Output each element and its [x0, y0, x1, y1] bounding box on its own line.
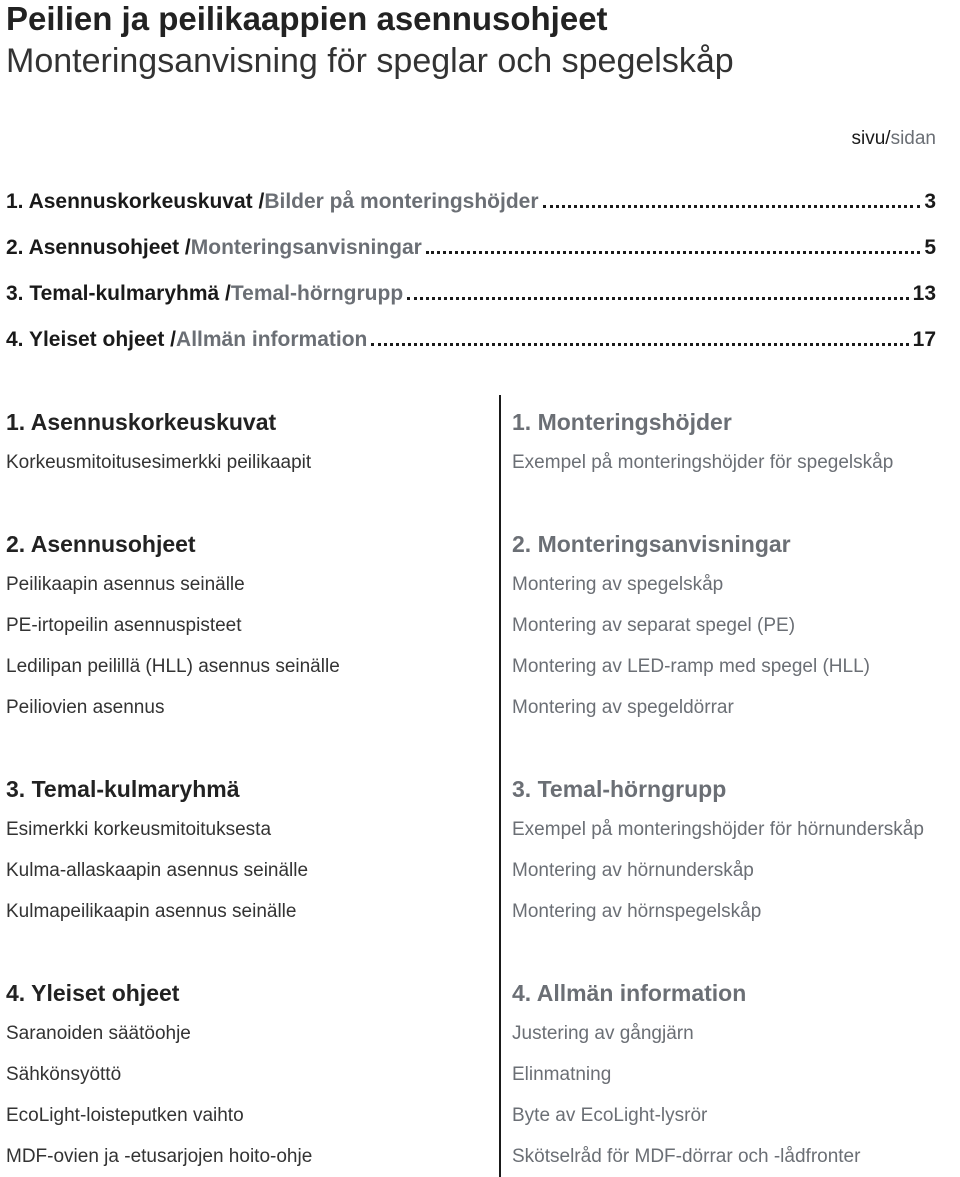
toc-entry-swedish: Temal-hörngrupp	[230, 282, 404, 305]
list-item: PE-irtopeilin asennuspisteet	[6, 615, 242, 636]
section-heading: 3. Temal-hörngrupp	[512, 776, 727, 802]
list-item: Elinmatning	[512, 1064, 612, 1085]
list-item: Peilikaapin asennus seinälle	[6, 574, 245, 595]
toc-entry-finnish: 1. Asennuskorkeuskuvat /	[6, 190, 265, 213]
list-item: Montering av LED-ramp med spegel (HLL)	[512, 656, 870, 677]
section-swedish-4	[512, 973, 960, 1177]
list-item: Montering av separat spegel (PE)	[512, 615, 796, 636]
toc-entry-finnish: 4. Yleiset ohjeet /	[6, 328, 177, 351]
list-item: Ledilipan peilillä (HLL) asennus seinälle	[6, 656, 340, 677]
page-label-finnish: sivu/	[851, 128, 891, 149]
table-of-contents	[6, 168, 936, 352]
section-heading: 1. Monteringshöjder	[512, 409, 732, 435]
list-item: Esimerkki korkeusmitoituksesta	[6, 819, 272, 840]
toc-dot-leader	[407, 297, 909, 300]
toc-entry[interactable]	[6, 306, 936, 352]
section-heading: 2. Asennusohjeet	[6, 531, 196, 557]
toc-entry-swedish: Monteringsanvisningar	[190, 236, 422, 259]
toc-page-number: 13	[912, 282, 936, 305]
section-heading: 3. Temal-kulmaryhmä	[6, 776, 240, 802]
list-item: Justering av gångjärn	[512, 1023, 694, 1044]
list-item: Montering av spegeldörrar	[512, 697, 734, 718]
page-label-swedish: sidan	[890, 128, 936, 149]
section-heading: 1. Asennuskorkeuskuvat	[6, 409, 277, 435]
section-finnish-2	[6, 524, 486, 728]
list-item: MDF-ovien ja -etusarjojen hoito-ohje	[6, 1146, 313, 1167]
section-finnish-1	[6, 402, 486, 483]
list-item: Peiliovien asennus	[6, 697, 165, 718]
section-finnish-3	[6, 769, 486, 932]
toc-entry[interactable]	[6, 168, 936, 214]
toc-page-number: 17	[912, 328, 936, 351]
toc-dot-leader	[543, 205, 921, 208]
list-item: Sähkönsyöttö	[6, 1064, 122, 1085]
document-title-swedish: Monteringsanvisning för speglar och spegelskåp	[6, 42, 734, 80]
section-heading: 2. Monteringsanvisningar	[512, 531, 791, 557]
list-item: EcoLight-loisteputken vaihto	[6, 1105, 244, 1126]
toc-entry[interactable]	[6, 214, 936, 260]
toc-entry-swedish: Bilder på monteringshöjder	[264, 190, 539, 213]
toc-page-number: 3	[924, 190, 936, 213]
list-item: Kulmapeilikaapin asennus seinälle	[6, 901, 297, 922]
section-heading: 4. Yleiset ohjeet	[6, 980, 180, 1006]
toc-entry-finnish: 3. Temal-kulmaryhmä /	[6, 282, 231, 305]
section-finnish-4	[6, 973, 486, 1177]
list-item: Byte av EcoLight-lysrör	[512, 1105, 708, 1126]
section-swedish-3	[512, 769, 960, 932]
list-item: Montering av hörnspegelskåp	[512, 901, 762, 922]
column-divider	[499, 395, 501, 1177]
list-item: Saranoiden säätöohje	[6, 1023, 191, 1044]
list-item: Exempel på monteringshöjder för spegelskåp	[512, 452, 894, 473]
list-item: Montering av spegelskåp	[512, 574, 724, 595]
list-item: Skötselråd för MDF-dörrar och -lådfronter	[512, 1146, 861, 1167]
list-item: Korkeusmitoitusesimerkki peilikaapit	[6, 452, 312, 473]
section-swedish-1	[512, 402, 960, 483]
toc-dot-leader	[371, 343, 908, 346]
list-item: Exempel på monteringshöjder för hörnunderskåp	[512, 819, 924, 840]
section-swedish-2	[512, 524, 960, 728]
toc-entry[interactable]	[6, 260, 936, 306]
toc-entry-swedish: Allmän information	[176, 328, 368, 351]
list-item: Kulma-allaskaapin asennus seinälle	[6, 860, 309, 881]
list-item: Montering av hörnunderskåp	[512, 860, 754, 881]
section-heading: 4. Allmän information	[512, 980, 747, 1006]
toc-entry-finnish: 2. Asennusohjeet /	[6, 236, 191, 259]
page-column-label	[852, 128, 937, 150]
toc-page-number: 5	[924, 236, 936, 259]
toc-dot-leader	[426, 251, 921, 254]
document-title-finnish: Peilien ja peilikaappien asennusohjeet	[6, 0, 608, 37]
